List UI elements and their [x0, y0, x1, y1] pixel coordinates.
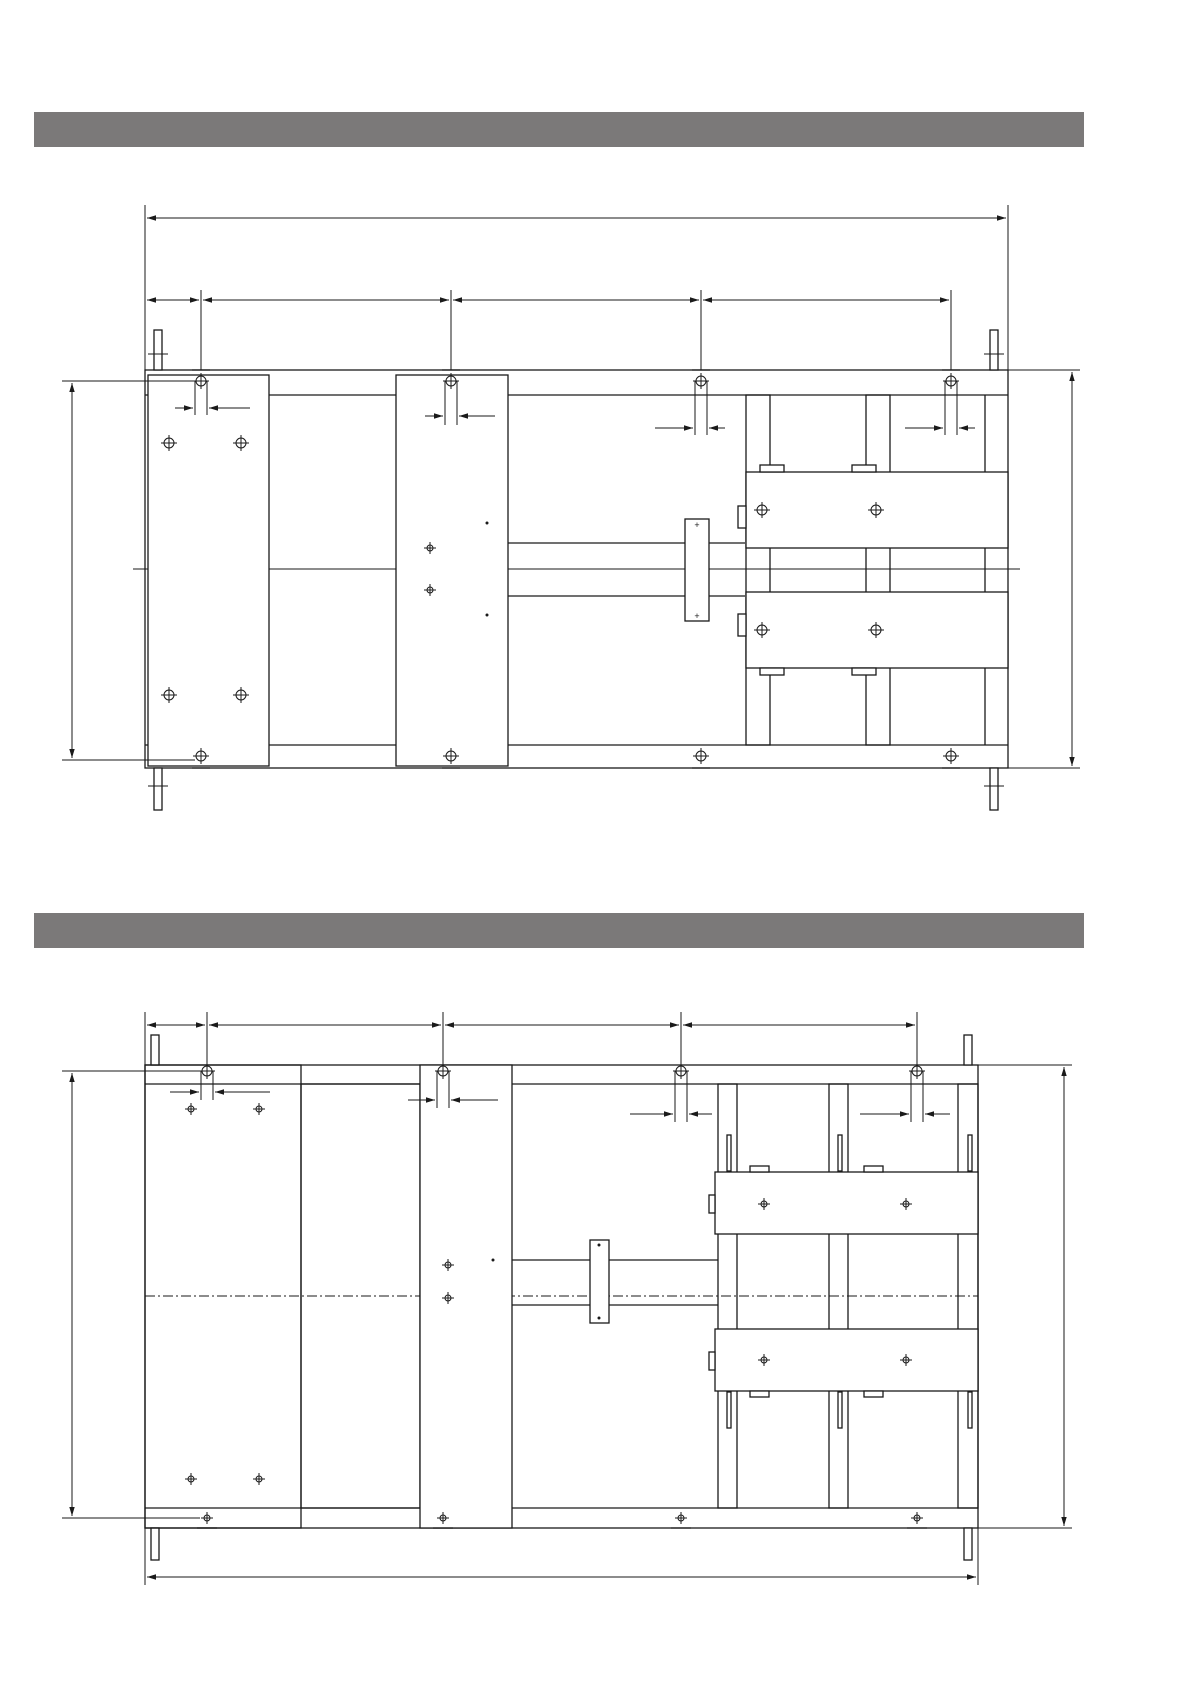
svg-text:+: + [694, 611, 700, 621]
pitch-dimension-chain [147, 290, 951, 370]
shaft [508, 519, 745, 621]
frame-outline-2 [145, 1065, 978, 1528]
technical-drawing-2 [0, 1000, 1192, 1600]
pitch-dimension-chain-2 [145, 1012, 917, 1065]
svg-text:+: + [694, 520, 700, 530]
right-guide-assembly [738, 395, 1008, 745]
technical-drawing-1 [0, 190, 1192, 830]
bottom-rail-holes-2 [197, 1512, 927, 1528]
section-header-bar-1 [34, 112, 1084, 147]
dimensions-2 [62, 1065, 1072, 1585]
section-header-bar-2 [34, 913, 1084, 948]
middle-plate [396, 375, 508, 766]
left-end-plate [148, 375, 269, 766]
shaft-2 [512, 1240, 718, 1323]
corner-studs [148, 330, 1004, 810]
top-rail-slots-2 [170, 1063, 950, 1122]
overall-width-dimension [145, 205, 1008, 370]
corner-studs-2 [151, 1035, 972, 1560]
top-rail-slots [175, 373, 975, 435]
middle-plate-2 [420, 1065, 512, 1528]
